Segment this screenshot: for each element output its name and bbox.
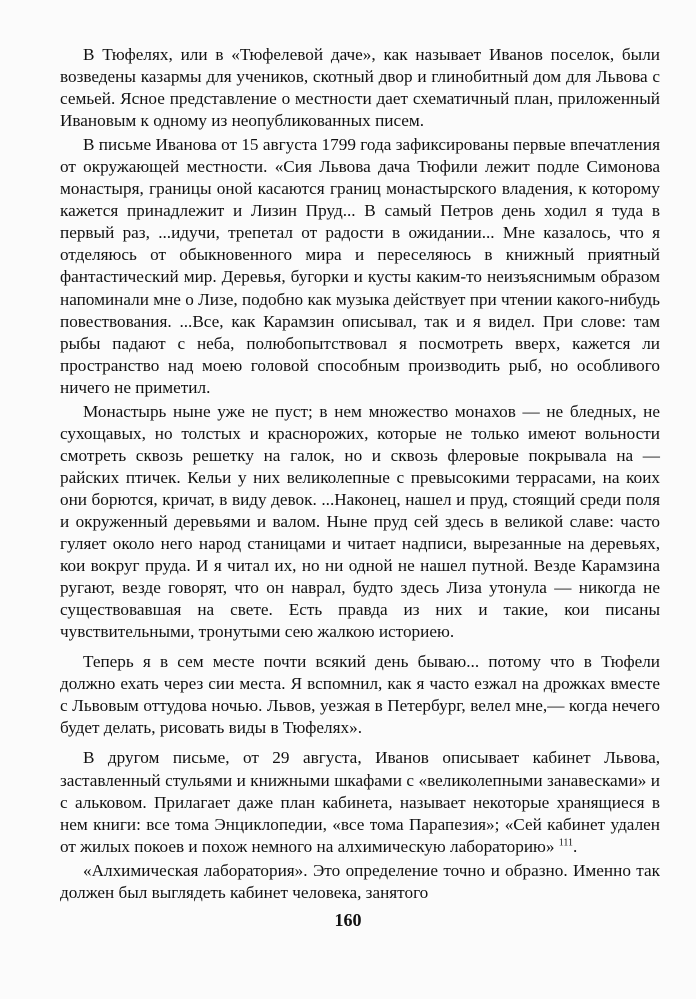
paragraph-2: В письме Иванова от 15 августа 1799 года зафиксированы первые впечатления от окружающей местности. «Сия Львова дача Тюфили лежит подле Симонова монастыря, границы оной касаются границ монастырского владения, к которому кажется принадлежит и Лизин Пруд... В самый Петров день ходил я туда в первый раз, ...идучи, трепетал от радости в ожидании... Мне казалось, что я отделяюсь от обыкновенного мира и переселяюсь в книжный приятный фантастический мир. Деревья, бугорки и кусты каким-то неизъяснимым образом напоминали мне о Лизе, подобно как музыка действует при чтении какого-нибудь повествования. ...Все, как Карамзин описывал, так и я видел. При слове: там рыбы падают с неба, полюбопытствовал я посмотреть вверх, кажется ли пространство над моею головой способным производить рыб, но особливого ничего не приметил. (60, 135, 660, 397)
footnote-ref: 111 (558, 836, 574, 848)
paragraph-5-text: В другом письме, от 29 августа, Иванов описывает кабинет Львова, заставленный стульями и книжными шкафами с «великолепными занавесками» и с альковом. Прилагает даже план кабинета, называет некоторые хранящиеся в нем книги: все тома Энциклопедии, «все тома Парапезия»; «Сей кабинет удален от жилых покоев и похож немного на алхимическую лабораторию» (60, 748, 660, 856)
paragraph-1: В Тюфелях, или в «Тюфелевой даче», как называет Иванов поселок, были возведены казармы для учеников, скотный двор и глинобитный дом для Львова с семьей. Ясное представление о местности дает схематичный план, приложенный Ивановым к одному из неопубликованных писем. (60, 45, 660, 131)
paragraph-4: Теперь я в сем месте почти всякий день бываю... потому что в Тюфели должно ехать через сии места. Я вспомнил, как я часто езжал на дрожках вместе с Львовым оттудова ночью. Львов, уезжая в Петербург, велел мне,— когда нечего будет делать, рисовать виды в Тюфелях». (60, 652, 660, 738)
paragraph-5: В другом письме, от 29 августа, Иванов описывает кабинет Львова, заставленный стульями и книжными шкафами с «великолепными занавесками» и с альковом. Прилагает даже план кабинета, называет некоторые хранящиеся в нем книги: все тома Энциклопедии, «все тома Парапезия»; «Сей кабинет удален от жилых покоев и похож немного на алхимическую лабораторию» $^{111}$. (60, 748, 660, 856)
paragraph-6: «Алхимическая лаборатория». Это определение точно и образно. Именно так должен был выглядеть кабинет человека, занятого (60, 860, 660, 902)
paragraph-3: Монастырь ныне уже не пуст; в нем множество монахов — не бледных, не сухощавых, но толстых и краснорожих, которые не только имеют вольности смотреть сквозь решетку на галок, но и сквозь флеровые покрывала на — райских птичек. Кельи у них великолепные с превысокими террасами, на коих они борются, кричат, в виду девок. ...Наконец, нашел и пруд, стоящий среди поля и окруженный деревьями и валом. Ныне пруд сей здесь в великой славе: часто гуляет около него народ станицами и читает надписи, вырезанные на деревьях, кои вокруг пруда. И я читал их, но ни одной не нашел путной. Везде Карамзина ругают, везде говорят, что он наврал, будто здесь Лиза утонула — никогда не существовавшая на свете. Есть правда из них и такие, кои писаны чувствительными, тронутыми сею жалкою историею. (60, 401, 660, 642)
page-number: 160 (334, 910, 362, 930)
body-text (60, 44, 660, 906)
